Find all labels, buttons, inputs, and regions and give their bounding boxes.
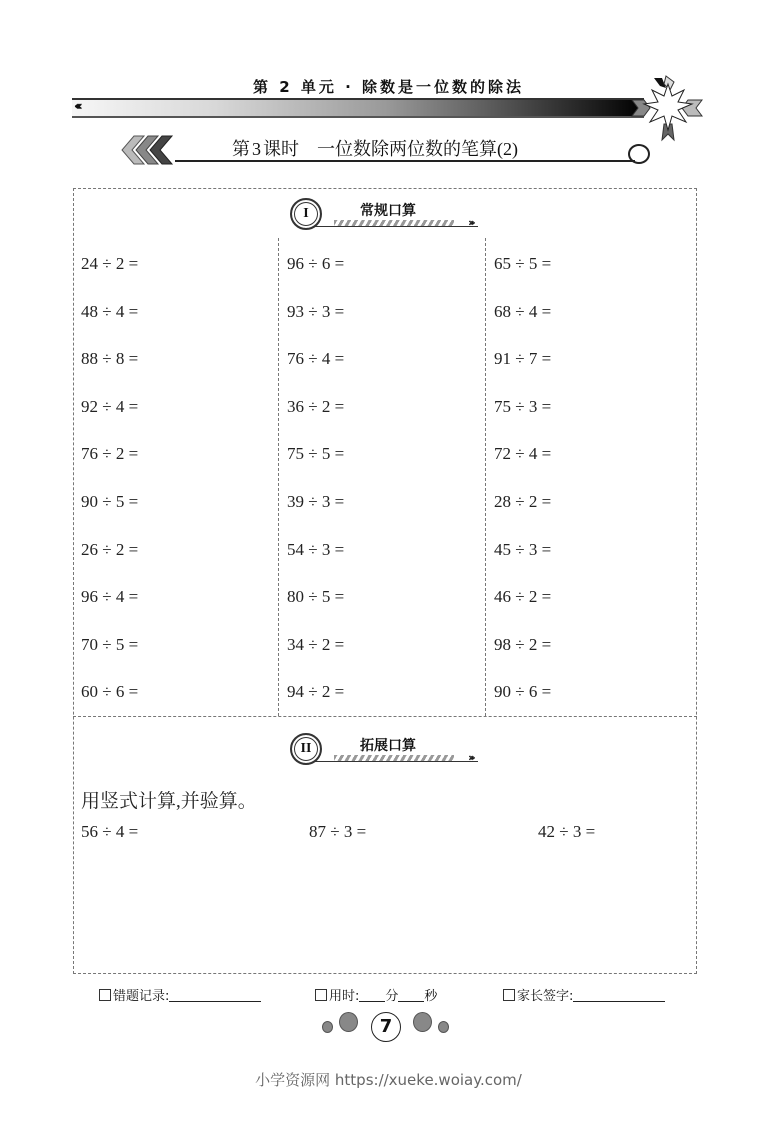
lesson-underline bbox=[175, 160, 635, 162]
problem: 75 ÷ 3 = bbox=[494, 396, 552, 416]
section-label: 拓展口算 bbox=[360, 738, 416, 754]
section-header-regular bbox=[290, 198, 490, 234]
time-used-label: 用时: bbox=[329, 989, 360, 1004]
problem: 45 ÷ 3 = bbox=[494, 539, 552, 559]
seconds-label: 秒 bbox=[424, 989, 438, 1004]
instruction-text: 用竖式计算,并验算。 bbox=[81, 791, 257, 812]
hatch-decoration bbox=[334, 220, 454, 226]
minutes-blank[interactable] bbox=[359, 989, 385, 1002]
problem: 24 ÷ 2 = bbox=[81, 254, 139, 273]
decorative-dot-icon bbox=[413, 1012, 432, 1032]
section-header-extended bbox=[290, 733, 490, 769]
problem: 96 ÷ 6 = bbox=[287, 254, 345, 273]
parent-sign-blank[interactable] bbox=[573, 989, 665, 1002]
problem-column-2 bbox=[287, 250, 477, 726]
roman-numeral-badge: I bbox=[290, 198, 322, 230]
parent-sign-label: 家长签字: bbox=[517, 989, 574, 1004]
checkbox[interactable] bbox=[315, 989, 327, 1001]
header-line bbox=[314, 761, 478, 762]
problem: 98 ÷ 2 = bbox=[494, 634, 552, 654]
decorative-dot-icon bbox=[438, 1021, 449, 1033]
error-record-field bbox=[99, 985, 261, 1004]
problem: 93 ÷ 3 = bbox=[287, 301, 345, 321]
minutes-label: 分 bbox=[385, 989, 399, 1004]
watermark: 小学资源网 https://xueke.woiay.com/ bbox=[255, 1071, 522, 1089]
extended-problem: 42 ÷ 3 = bbox=[538, 822, 596, 841]
decorative-dot-icon bbox=[339, 1012, 358, 1032]
problem: 48 ÷ 4 = bbox=[81, 301, 139, 321]
problem: 96 ÷ 4 = bbox=[81, 587, 139, 607]
problem: 75 ÷ 5 = bbox=[287, 444, 345, 464]
problem: 54 ÷ 3 = bbox=[287, 539, 345, 559]
lesson-suffix: 课时 bbox=[263, 139, 299, 159]
problem: 70 ÷ 5 = bbox=[81, 634, 139, 654]
section-label: 常规口算 bbox=[360, 203, 416, 219]
lesson-title bbox=[232, 135, 518, 161]
triple-chevron-right-icon: ››› bbox=[468, 216, 473, 229]
column-divider bbox=[278, 238, 279, 716]
double-chevron-left-icon: ‹‹‹‹‹ bbox=[74, 99, 79, 113]
checkbox[interactable] bbox=[99, 989, 111, 1001]
error-record-label: 错题记录: bbox=[113, 989, 170, 1004]
header-line bbox=[314, 226, 478, 227]
triple-chevron-right-icon: ››› bbox=[468, 751, 473, 764]
problem: 90 ÷ 6 = bbox=[494, 682, 552, 702]
problem: 65 ÷ 5 = bbox=[494, 254, 552, 273]
problem: 34 ÷ 2 = bbox=[287, 634, 345, 654]
extended-problem: 87 ÷ 3 = bbox=[309, 822, 367, 841]
seconds-blank[interactable] bbox=[398, 989, 424, 1002]
problem: 39 ÷ 3 = bbox=[287, 491, 345, 511]
problem-column-3 bbox=[494, 250, 684, 726]
triple-chevron-left-icon bbox=[120, 134, 180, 166]
page-number: 7 bbox=[371, 1012, 401, 1042]
checkbox[interactable] bbox=[503, 989, 515, 1001]
time-used-field bbox=[315, 985, 437, 1004]
roman-numeral-badge: II bbox=[290, 733, 322, 765]
unit-title: 第 2 单元 · 除数是一位数的除法 bbox=[252, 78, 525, 96]
decorative-dot-icon bbox=[322, 1021, 333, 1033]
lesson-prefix: 第 bbox=[232, 139, 250, 159]
problem: 26 ÷ 2 = bbox=[81, 539, 139, 559]
problem: 68 ÷ 4 = bbox=[494, 301, 552, 321]
problem: 90 ÷ 5 = bbox=[81, 491, 139, 511]
problem: 92 ÷ 4 = bbox=[81, 396, 139, 416]
error-record-blank[interactable] bbox=[169, 989, 261, 1002]
problem-column-1 bbox=[81, 250, 271, 726]
hatch-decoration bbox=[334, 755, 454, 761]
extended-problem: 56 ÷ 4 = bbox=[81, 822, 139, 841]
problem: 80 ÷ 5 = bbox=[287, 587, 345, 607]
problem: 72 ÷ 4 = bbox=[494, 444, 552, 464]
circle-end-icon bbox=[628, 144, 650, 164]
starburst-icon bbox=[630, 74, 710, 144]
problem: 88 ÷ 8 = bbox=[81, 349, 139, 369]
lesson-number: 3 bbox=[252, 139, 261, 159]
problem: 76 ÷ 2 = bbox=[81, 444, 139, 464]
problem: 91 ÷ 7 = bbox=[494, 349, 552, 369]
problem: 76 ÷ 4 = bbox=[287, 349, 345, 369]
problem: 94 ÷ 2 = bbox=[287, 682, 345, 702]
problem: 60 ÷ 6 = bbox=[81, 682, 139, 702]
parent-signature-field bbox=[503, 985, 665, 1004]
problem: 36 ÷ 2 = bbox=[287, 396, 345, 416]
problem: 46 ÷ 2 = bbox=[494, 587, 552, 607]
problem: 28 ÷ 2 = bbox=[494, 491, 552, 511]
lesson-topic: 一位数除两位数的笔算(2) bbox=[317, 139, 518, 159]
column-divider bbox=[485, 238, 486, 716]
unit-banner-bar bbox=[72, 98, 644, 118]
